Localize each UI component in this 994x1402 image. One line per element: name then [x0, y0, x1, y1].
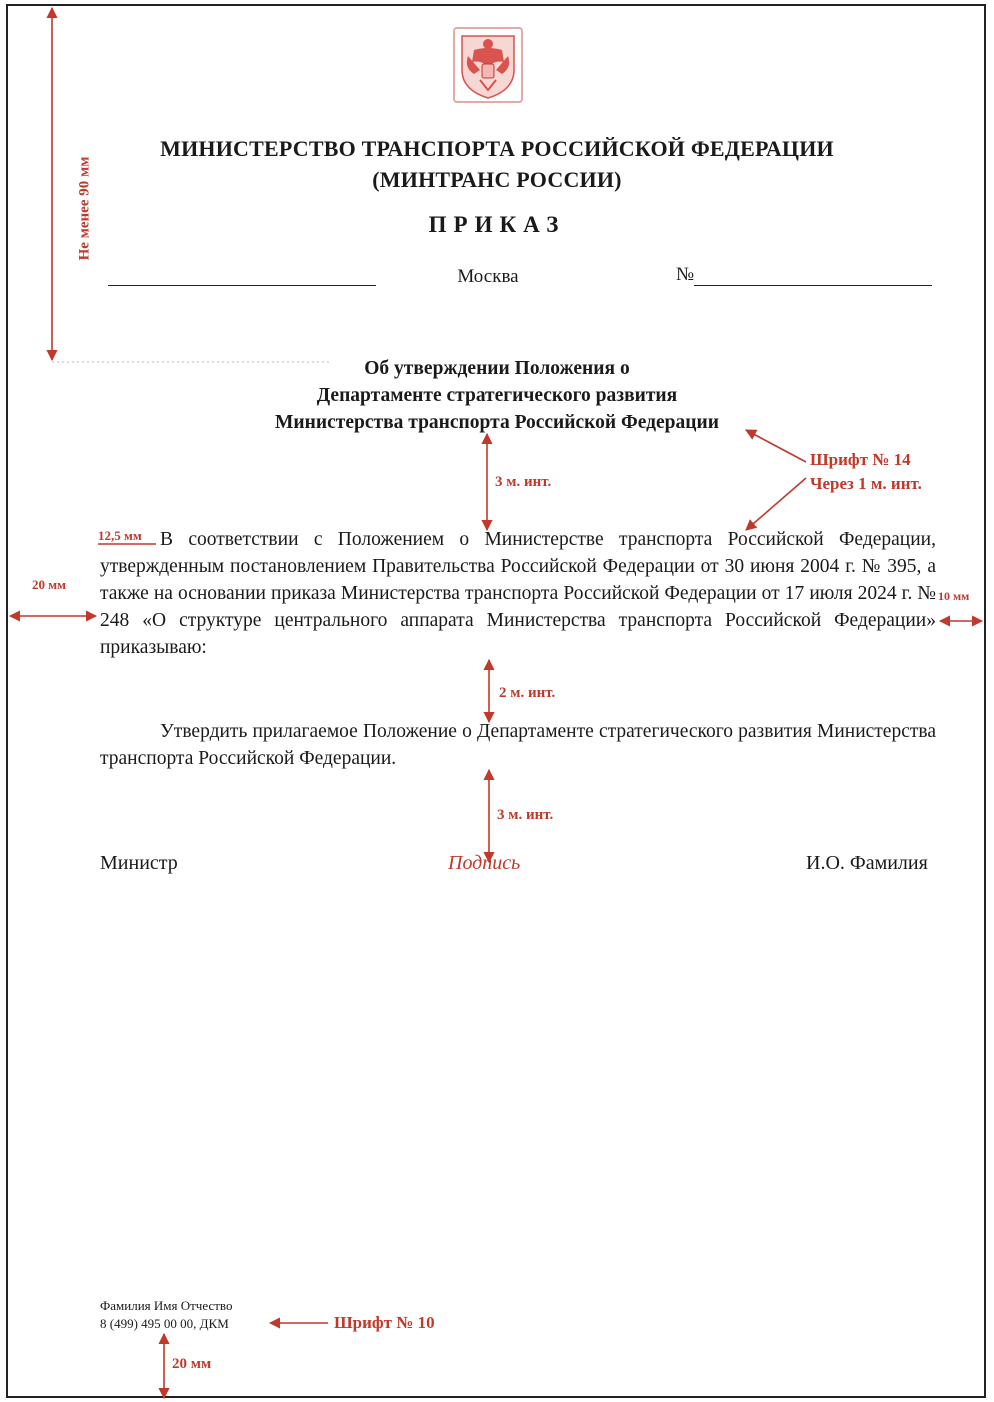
document-type: ПРИКАЗ — [428, 212, 566, 237]
paragraph-1-text: В соответствии с Положением о Министерстве транспорта Российской Федерации, утвержденным постановлением Правительства Российской Федерации от 30 июня 2004 г. № 395, а также на основании приказа Министерства транспорта Российской Федерации от 17 июля 2024 г. № 248 «О структуре центрального аппарата Министерства транспорта Российской Федерации» приказываю: — [100, 529, 936, 658]
signatory-name: И.О. Фамилия — [806, 852, 928, 874]
font-footer-label: Шрифт № 10 — [334, 1313, 435, 1332]
title-line-3: Министерства транспорта Российской Федерации — [275, 412, 719, 433]
executor-phone: 8 (499) 495 00 00, ДКМ — [100, 1316, 229, 1331]
top-margin-label: Не менее 90 мм — [76, 156, 93, 261]
left-margin-label: 20 мм — [32, 577, 66, 592]
executor-name: Фамилия Имя Отчество — [100, 1298, 233, 1313]
ministry-name: МИНИСТЕРСТВО ТРАНСПОРТА РОССИЙСКОЙ ФЕДЕРАЦИИ — [160, 136, 834, 161]
ministry-short-name: (МИНТРАНС РОССИИ) — [372, 167, 622, 192]
gap-title-body-label: 3 м. инт. — [495, 474, 552, 490]
city-name: Москва — [457, 266, 519, 287]
bottom-margin-label: 20 мм — [172, 1356, 212, 1372]
spacing-main-label: Через 1 м. инт. — [810, 474, 922, 493]
title-line-1: Об утверждении Положения о — [364, 358, 630, 379]
gap-body-sign-label: 3 м. инт. — [497, 807, 554, 823]
number-sign: № — [676, 264, 695, 285]
right-margin-label: 10 мм — [938, 589, 970, 603]
indent-label: 12,5 мм — [98, 528, 142, 543]
signature-placeholder: Подпись — [448, 852, 521, 874]
title-line-2: Департаменте стратегического развития — [316, 385, 678, 406]
font-main-label: Шрифт № 14 — [810, 450, 911, 469]
gap-body-body-label: 2 м. инт. — [499, 685, 556, 701]
signatory-position: Министр — [100, 852, 178, 874]
paragraph-2-text: Утвердить прилагаемое Положение о Департаменте стратегического развития Министерства транспорта Российской Федерации. — [100, 721, 936, 769]
